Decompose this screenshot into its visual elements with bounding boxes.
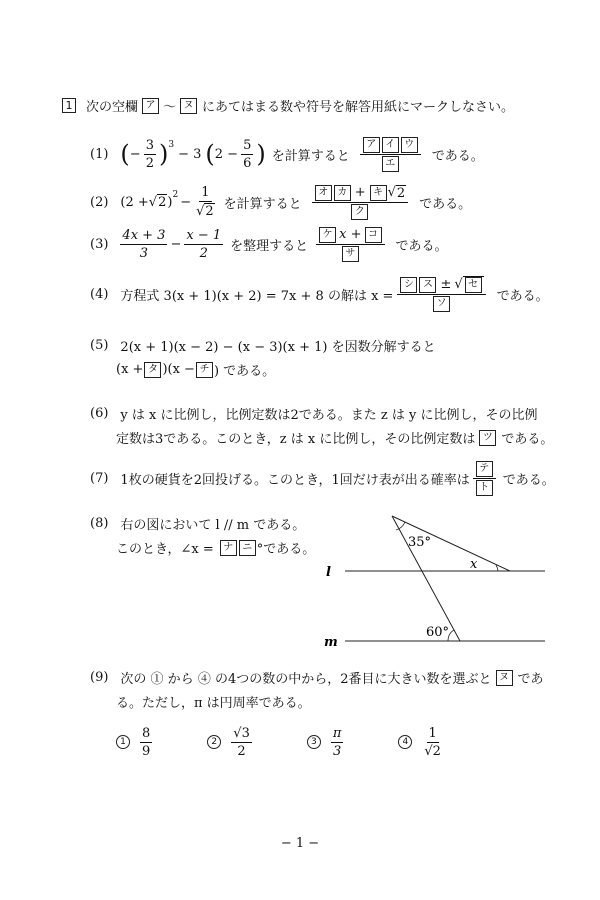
q2-text: を計算すると bbox=[223, 196, 302, 212]
box-ki: キ bbox=[370, 185, 387, 201]
q4-answer-frac: シ ス ± √ セ ソ bbox=[397, 276, 485, 312]
box-chi: チ bbox=[196, 362, 213, 378]
q3-frac2: $\frac{x - 1}{2}$ bbox=[186, 227, 222, 261]
box-a: ア bbox=[363, 137, 380, 153]
question-4 bbox=[90, 272, 549, 316]
q8-line2-a: このとき，∠x = bbox=[116, 542, 214, 557]
q8-label: (8) bbox=[90, 516, 109, 531]
box-u: ウ bbox=[401, 137, 418, 153]
question-9 bbox=[90, 668, 544, 687]
problem-header bbox=[62, 96, 514, 115]
question-5 bbox=[90, 336, 436, 355]
q5-line1: 2(x + 1)(x − 2) − (x − 3)(x + 1) を因数分解すると bbox=[120, 340, 436, 355]
box-ko: コ bbox=[365, 227, 382, 243]
instruction-text-b: ～ bbox=[163, 100, 177, 115]
question-6 bbox=[90, 404, 538, 423]
choice-2: 2 $\frac{√3}{2}$ bbox=[207, 726, 255, 759]
question-3 bbox=[90, 224, 448, 264]
parallel-lines-figure bbox=[320, 508, 550, 658]
question-7 bbox=[90, 460, 555, 496]
q1-frac2: $\frac{5}{6}$ bbox=[243, 137, 252, 171]
q3-answer-frac: ケ x + コ サ bbox=[316, 227, 384, 262]
q8-line2-b: °である。 bbox=[256, 542, 316, 557]
q6-line1: y は x に比例し，比例定数は2である。また z は y に比例し，その比例 bbox=[120, 408, 538, 423]
q1-term: − 3 bbox=[178, 146, 202, 162]
q7-text: 1枚の硬貨を2回投げる。このとき，1回だけ表が出る確率は bbox=[120, 472, 470, 488]
q9-line1-b: であ bbox=[517, 672, 544, 687]
box-e: エ bbox=[382, 156, 399, 172]
q5-line2-b: )(x − bbox=[162, 362, 195, 377]
angle-label-60: 60° bbox=[426, 625, 450, 640]
q1-answer-frac bbox=[360, 137, 421, 172]
q1-label: (1) bbox=[90, 146, 109, 162]
q9-line2: る。ただし，π は円周率である。 bbox=[116, 696, 311, 711]
q4-text: 方程式 3(x + 1)(x + 2) = 7x + 8 の解は x = bbox=[120, 288, 394, 304]
q7-answer-frac bbox=[473, 461, 496, 496]
box-nu: ヌ bbox=[496, 670, 513, 686]
box-ni: ニ bbox=[239, 540, 256, 556]
q1-minus: − bbox=[129, 146, 141, 162]
q2-tail: である。 bbox=[419, 196, 472, 212]
q5-label: (5) bbox=[90, 338, 109, 353]
line-label-m: m bbox=[324, 635, 338, 650]
box-ke: ケ bbox=[319, 227, 336, 243]
q6-label: (6) bbox=[90, 406, 109, 421]
q9-line1-a: 次の ① から ④ の4つの数の中から，2番目に大きい数を選ぶと bbox=[120, 672, 492, 687]
angle-label-35: 35° bbox=[408, 535, 432, 550]
instruction-text-c: にあてはまる数や符号を解答用紙にマークしなさい。 bbox=[202, 100, 515, 115]
q9-choices bbox=[116, 722, 446, 762]
box-ka: カ bbox=[334, 185, 351, 201]
q2-sqrt: 2 bbox=[158, 195, 167, 210]
question-9-line2 bbox=[116, 692, 311, 711]
question-6-line2 bbox=[116, 428, 553, 447]
q7-label: (7) bbox=[90, 470, 109, 486]
q4-tail: である。 bbox=[496, 288, 549, 304]
box-te: テ bbox=[476, 461, 493, 477]
q1-text: を計算すると bbox=[271, 148, 350, 164]
q6-line2-a: 定数は3である。このとき，z は x に比例し，その比例定数は bbox=[116, 432, 476, 447]
question-2: (2) (2 + √ 2 ) 2 − 1 √ 2 を計算すると オ カ + キ √ 2 ク である。 bbox=[90, 185, 472, 219]
box-tsu: ツ bbox=[479, 430, 496, 446]
q1-tail: である。 bbox=[431, 148, 484, 164]
choice-4: 4 $\frac{1}{√2}$ bbox=[398, 726, 446, 759]
arc-x bbox=[496, 565, 498, 571]
box-to: ト bbox=[476, 480, 493, 496]
question-5-line2 bbox=[116, 360, 275, 379]
q7-tail: である。 bbox=[502, 472, 555, 488]
q3-frac1: $\frac{4x + 3}{3}$ bbox=[122, 227, 166, 261]
box-su: ス bbox=[419, 277, 436, 293]
q1-inner: 2 − bbox=[214, 146, 239, 162]
q4-label: (4) bbox=[90, 286, 109, 302]
q2-answer-frac: オ カ + キ √ 2 ク bbox=[312, 185, 408, 220]
q1-frac1: $\frac{3}{2}$ bbox=[145, 137, 154, 171]
box-so: ソ bbox=[433, 296, 450, 312]
q5-line2-a: (x + bbox=[116, 362, 144, 377]
q2-label: (2) bbox=[90, 194, 109, 210]
q3-text: を整理すると bbox=[230, 238, 309, 254]
box-first: ア bbox=[142, 98, 159, 114]
box-ta: タ bbox=[144, 362, 161, 378]
q3-tail: である。 bbox=[395, 238, 448, 254]
box-last: ヌ bbox=[180, 98, 197, 114]
choice-1: 1 $\frac{8}{9}$ bbox=[116, 726, 155, 759]
box-se: セ bbox=[465, 277, 482, 293]
q2-minus: − bbox=[180, 194, 192, 210]
q5-line2-c: ) である。 bbox=[213, 364, 276, 379]
box-i: イ bbox=[382, 137, 399, 153]
instruction-text-a: 次の空欄 bbox=[86, 100, 139, 115]
q6-line2-b: である。 bbox=[501, 432, 554, 447]
box-sa: サ bbox=[342, 246, 359, 262]
q3-label: (3) bbox=[90, 236, 109, 252]
q8-line1: 右の図において l // m である。 bbox=[120, 518, 306, 533]
angle-label-x: x bbox=[470, 557, 478, 572]
q3-minus: − bbox=[170, 236, 182, 252]
box-na: ナ bbox=[220, 540, 237, 556]
question-1: (1) ( − $\frac{3}{2}$ ) 3 − 3 ( 2 − $\frac{5}{6}$ ) を計算すると ア イ ウ エ である。 bbox=[90, 137, 484, 171]
box-o: オ bbox=[315, 185, 332, 201]
q1-exp: 3 bbox=[168, 140, 175, 150]
q2-expr-b: ) bbox=[167, 194, 173, 210]
page-number: − 1 − bbox=[280, 836, 320, 851]
box-shi: シ bbox=[400, 277, 417, 293]
choice-3: 3 $\frac{\pi}{3}$ bbox=[307, 726, 347, 759]
question-8 bbox=[90, 514, 305, 533]
question-8-line2 bbox=[116, 538, 315, 557]
q2-exp: 2 bbox=[172, 190, 179, 200]
line-label-l: l bbox=[326, 565, 331, 580]
q2-frac: 1 √ 2 bbox=[196, 185, 214, 219]
q9-label: (9) bbox=[90, 670, 109, 685]
problem-number: 1 bbox=[62, 98, 76, 113]
q2-expr-a: (2 + bbox=[120, 194, 149, 210]
box-ku: ク bbox=[351, 204, 368, 220]
